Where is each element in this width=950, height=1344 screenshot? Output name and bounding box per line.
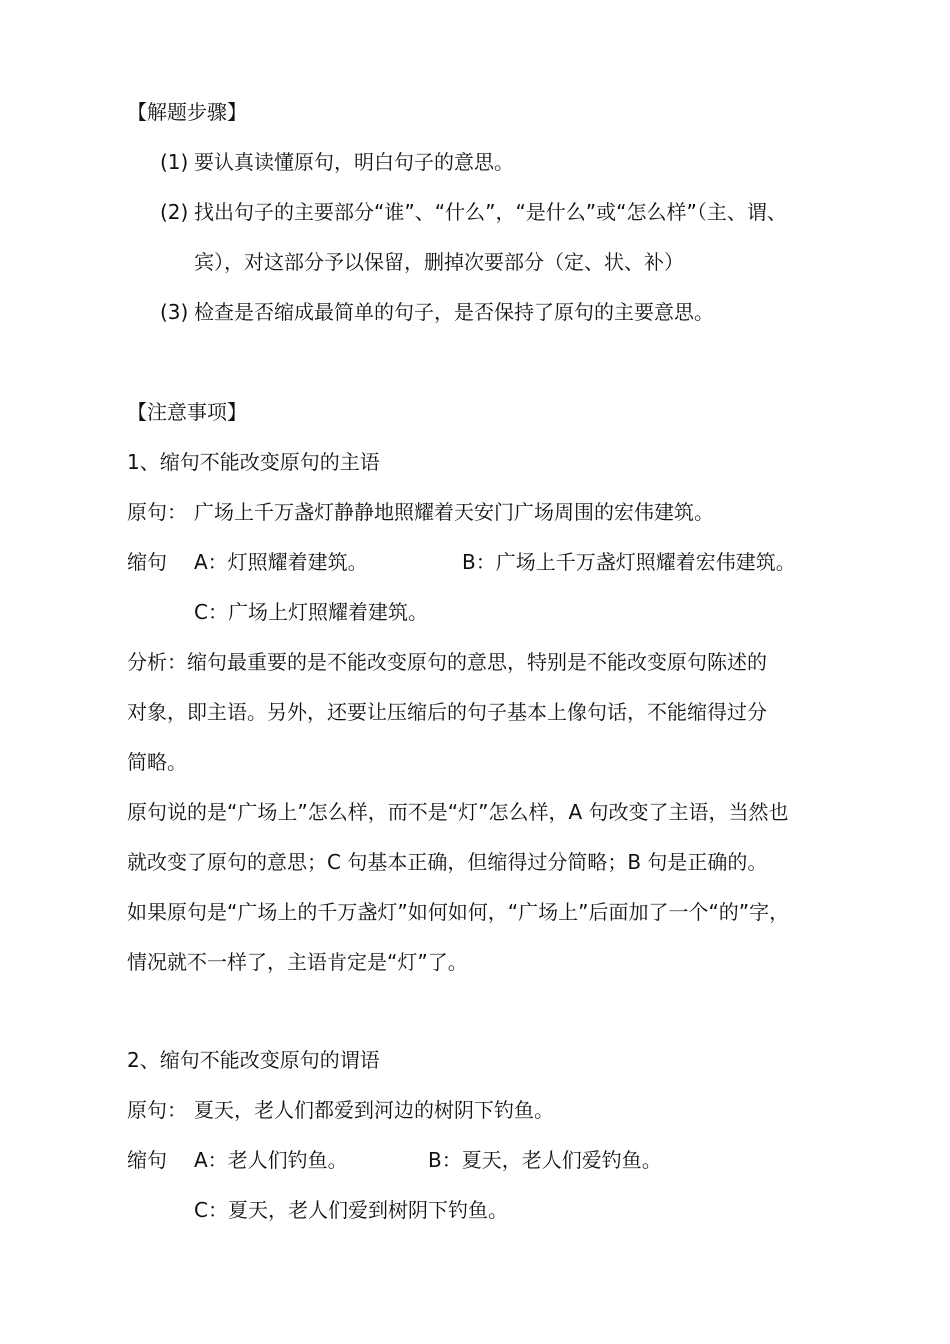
section-2-option-c: C：夏天，老人们爱到树阴下钓鱼。	[194, 1198, 508, 1222]
section-2-original-label: 原句：	[127, 1098, 187, 1122]
step-2-text: 找出句子的主要部分“谁”、“什么”，“是什么”或“怎么样”（主、谓、	[194, 200, 787, 224]
section-1-option-b: B：广场上千万盏灯照耀着宏伟建筑。	[462, 550, 796, 574]
section-1-title: 1、缩句不能改变原句的主语	[127, 450, 380, 474]
step-3-text: 检查是否缩成最简单的句子，是否保持了原句的主要意思。	[194, 300, 714, 324]
section-1-original-label: 原句：	[127, 500, 187, 524]
analysis-line: 简略。	[127, 750, 187, 774]
section-1-option-c: C：广场上灯照耀着建筑。	[194, 600, 428, 624]
steps-heading: 【解题步骤】	[127, 100, 247, 124]
section-2-title: 2、缩句不能改变原句的谓语	[127, 1048, 380, 1072]
section-2-reduced-label: 缩句	[127, 1148, 167, 1172]
analysis-line: 对象，即主语。另外，还要让压缩后的句子基本上像句话，不能缩得过分	[127, 700, 767, 724]
step-1-number: (1)	[160, 150, 189, 174]
step-3-number: (3)	[160, 300, 189, 324]
section-2-option-b: B：夏天，老人们爱钓鱼。	[428, 1148, 662, 1172]
step-2-number: (2)	[160, 200, 189, 224]
section-1-option-a: A：灯照耀着建筑。	[194, 550, 368, 574]
notes-heading: 【注意事项】	[127, 400, 247, 424]
analysis-line: 就改变了原句的意思；C 句基本正确，但缩得过分简略；B 句是正确的。	[127, 850, 768, 874]
analysis-line: 情况就不一样了，主语肯定是“灯”了。	[127, 950, 468, 974]
step-2-continuation: 宾），对这部分予以保留，删掉次要部分（定、状、补）	[194, 250, 684, 274]
analysis-line: 分析：缩句最重要的是不能改变原句的意思，特别是不能改变原句陈述的	[127, 650, 767, 674]
section-1-reduced-label: 缩句	[127, 550, 167, 574]
analysis-line: 如果原句是“广场上的千万盏灯”如何如何，“广场上”后面加了一个“的”字，	[127, 900, 790, 924]
section-2-option-a: A：老人们钓鱼。	[194, 1148, 348, 1172]
step-1-text: 要认真读懂原句，明白句子的意思。	[194, 150, 514, 174]
section-2-original-sentence: 夏天，老人们都爱到河边的树阴下钓鱼。	[194, 1098, 554, 1122]
analysis-line: 原句说的是“广场上”怎么样，而不是“灯”怎么样，A 句改变了主语，当然也	[127, 800, 789, 824]
section-1-original-sentence: 广场上千万盏灯静静地照耀着天安门广场周围的宏伟建筑。	[194, 500, 714, 524]
